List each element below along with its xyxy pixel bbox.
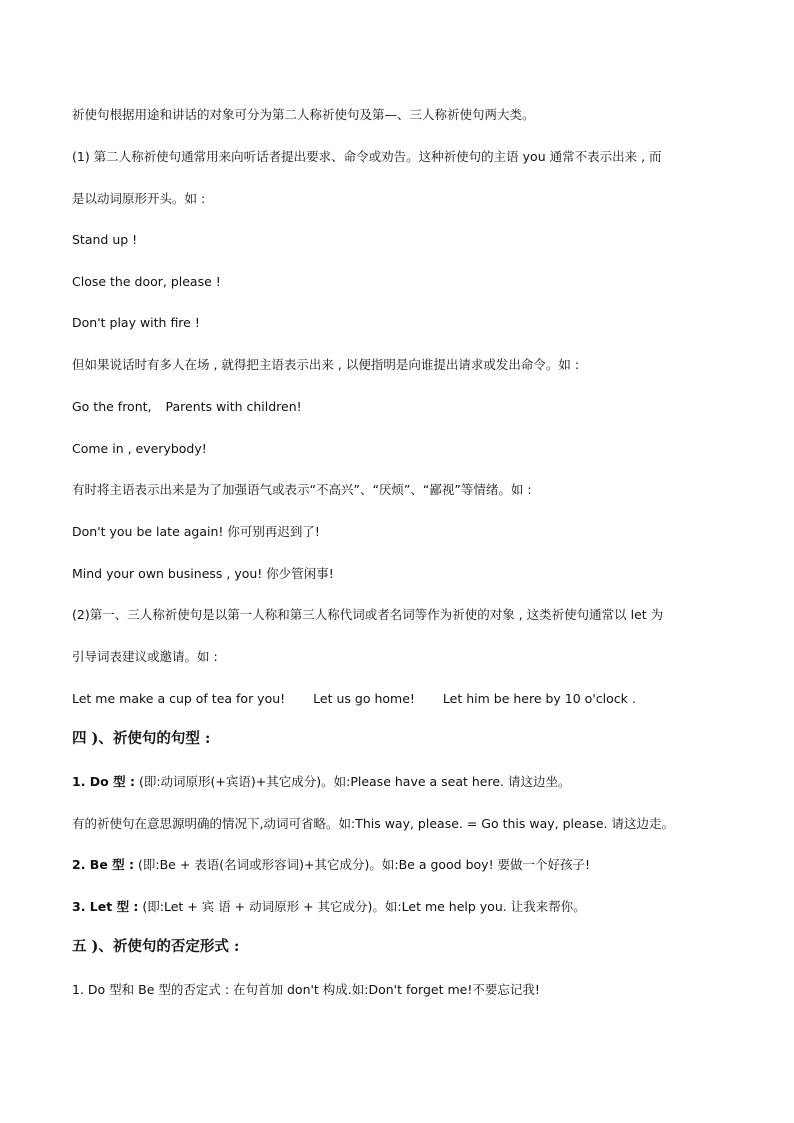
example-come-in: Come in , everybody! — [72, 441, 207, 456]
paragraph-1-line-1: (1) 第二人称祈使句通常用来向听话者提出要求、命令或劝告。这种祈使句的主语 you 通常不表示出来 , 而 — [72, 149, 662, 164]
example-go-front-part-1: Go the front, — [72, 399, 152, 414]
example-stand-up: Stand up ! — [72, 232, 138, 247]
type-3-label: 3. Let 型 : — [72, 899, 139, 914]
type-2-label: 2. Be 型 : — [72, 857, 135, 872]
example-close-door: Close the door, please ! — [72, 274, 221, 289]
type-1-do — [72, 773, 732, 791]
type-3-text: (即:Let + 宾 语 + 动词原形 + 其它成分)。如:Let me help you. 让我来帮你。 — [138, 899, 586, 914]
paragraph-4-line-2: 引导词表建议或邀请。如 : — [72, 649, 218, 664]
paragraph-3: 有时将主语表示出来是为了加强语气或表示“不高兴”、“厌烦”、“鄙视”等情绪。如 : — [72, 482, 532, 497]
type-1-label: 1. Do 型 : — [72, 774, 135, 789]
paragraph-4-line-1: (2)第一、三人称祈使句是以第一人称和第三人称代词或者名词等作为祈使的对象 , 这类祈使句通常以 let 为 — [72, 607, 664, 622]
example-let-him: Let him be here by 10 o'clock . — [442, 691, 636, 706]
section-heading-4: 四 )、祈使句的句型 : — [72, 730, 211, 747]
type-2-be — [72, 856, 732, 874]
type-1-note: 有的祈使句在意思源明确的情况下,动词可省略。如:This way, please. = Go this way, please. 请这边走。 — [72, 816, 675, 831]
paragraph-1-line-2: 是以动词原形开头。如 : — [72, 191, 206, 206]
paragraph-2: 但如果说话时有多人在场 , 就得把主语表示出来 , 以便指明是向谁提出请求或发出命令。如 : — [72, 357, 580, 372]
type-1-text: (即:动词原形(+宾语)+其它成分)。如:Please have a seat here. 请这边坐。 — [134, 774, 571, 789]
example-play-fire: Don't play with fire ! — [72, 315, 200, 330]
example-let-sentences — [72, 690, 732, 708]
example-let-me: Let me make a cup of tea for you! — [72, 691, 286, 706]
type-3-let — [72, 898, 732, 916]
negative-form-1: 1. Do 型和 Be 型的否定式 : 在句首加 don't 构成.如:Don't forget me!不要忘记我! — [72, 982, 540, 997]
example-go-front — [72, 398, 732, 416]
example-be-late: Don't you be late again! 你可别再迟到了! — [72, 524, 320, 539]
intro-paragraph: 祈使句根据用途和讲话的对象可分为第二人称祈使句及第—、三人称祈使句两大类。 — [72, 107, 535, 122]
example-go-front-part-2: Parents with children! — [165, 399, 302, 414]
example-let-us: Let us go home! — [313, 691, 415, 706]
example-mind-business: Mind your own business , you! 你少管闲事! — [72, 566, 334, 581]
type-2-text: (即:Be + 表语(名词或形容词)+其它成分)。如:Be a good boy! 要做一个好孩子! — [134, 857, 591, 872]
section-heading-5: 五 )、祈使句的否定形式 : — [72, 938, 240, 955]
